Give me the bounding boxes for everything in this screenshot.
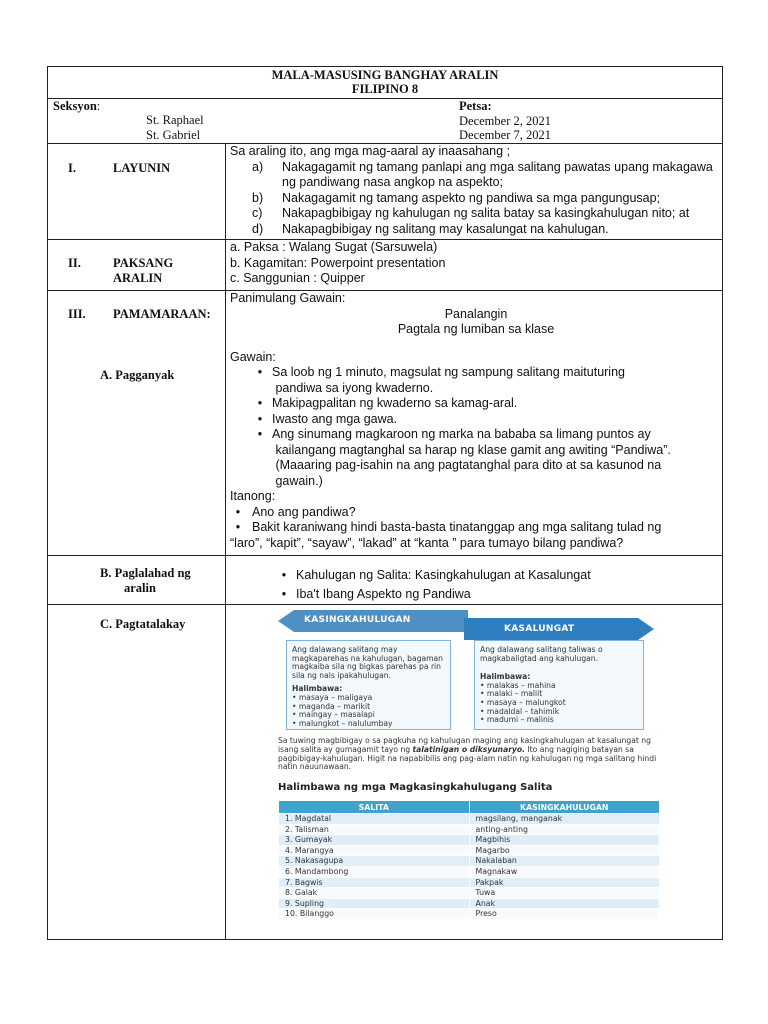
list-item: • Bakit karaniwang hindi basta-basta tinatanggap ang mga salitang tulad ng [235,520,662,534]
list-item: • Iba't Ibang Aspekto ng Pandiwa [272,585,722,604]
synonym-cell: Magbihis [469,835,660,846]
word-cell: 8. Galak [279,888,470,899]
synonym-cell: Pakpak [469,877,660,888]
synonym-cell: Magarbo [469,845,660,856]
table-row [279,898,660,909]
item-text: ng pandiwang nasa angkop na aspekto; [282,175,504,189]
panel-description: Ang dalawang salitang may magkaparehas na kahulugan, bagaman magkaiba sila ng bigkas parehas pa rin sila ng nais ipakahulugan. [292,645,443,680]
info-row [48,99,723,144]
list-item: • Sa loob ng 1 minuto, magsulat ng sampung salitang maituturing pandiwa sa iyong kwaderno. [257,365,625,395]
word-cell: 4. Marangya [279,845,470,856]
synonym-table-title: Halimbawa ng mga Magkasingkahulugang Salita [278,782,553,793]
item-text: Iwasto ang mga gawa. [272,411,398,426]
word-cell: 3. Gumayak [279,835,470,846]
layunin-row [48,144,723,240]
table-row [279,824,660,835]
panel-example-label: Halimbawa: [292,684,343,694]
note-text: Ito ang nagiging batayan sa pagbibigay-kahulugan. Higit na napabibilis ang pag-alam natin ng kahulugan ng mga salitang hindi natin nauunawaan. [278,744,657,772]
panel-example-label: Halimbawa: [480,672,531,682]
item-text: Sa loob ng 1 minuto, magsulat ng sampung salitang maituturing [272,365,625,379]
section-heading: ARALIN [113,271,163,285]
section-heading: PAKSANG [113,256,174,270]
table-row [279,835,660,846]
item-text: Nakapagbibigay ng salitang may kasalungat na kahulugan. [282,221,609,236]
item-text: Iba't Ibang Aspekto ng Pandiwa [296,587,471,601]
item-text: kailangang magtanghal sa harap ng klase gamit ang awiting “Pandiwa”. [275,442,671,457]
table-row [279,877,660,888]
synonym-cell: Nakalaban [469,856,660,867]
synonym-table-body [279,814,660,920]
opening-label: Panimulang Gawain: [230,291,346,305]
list-item: • Ang sinumang magkaroon ng marka na bababa sa limang puntos ay kailangang magtanghal sa harap ng klase gamit ang awiting “Pandiwa”. (Maaaring pag-isahin na ang pagtatanghal para dito at sa kasunod na gawain.) [257,427,671,488]
note-emphasis: talatinigan o diksyunaryo. [412,744,525,754]
item-marker: a) [252,159,264,174]
word-cell: 9. Supling [279,898,470,909]
subsection-heading: aralin [124,581,156,595]
section-number: I. [68,161,76,175]
date-value: December 2, 2021 [459,113,551,128]
pagtatalakay-row [48,605,723,940]
section-number: II. [68,256,81,270]
word-cell: 5. Nakasagupa [279,856,470,867]
table-row [279,888,660,899]
subsection-heading: C. Pagtatalakay [100,617,186,631]
list-item: • masaya – malungkot [480,697,566,707]
list-item: • Ano ang pandiwa? [235,504,356,519]
word-cell: 7. Bagwis [279,877,470,888]
section-heading: LAYUNIN [113,161,171,175]
list-item [230,191,722,207]
objectives-list [230,160,722,238]
question-continuation: “laro”, “kapit”, “sayaw”, “lakad” at “kanta ” para tumayo bilang pandiwa? [230,535,624,550]
synonym-cell: anting-anting [469,824,660,835]
list-item: • Kahulugan ng Salita: Kasingkahulugan at Kasalungat [272,566,722,585]
word-cell: 10. Bilanggo [279,909,470,920]
pamamaraan-row [48,291,723,556]
word-cell: 1. Magdatal [279,814,470,825]
topic-line: a. Paksa : Walang Sugat (Sarsuwela) [230,240,438,254]
attendance-text: Pagtala ng lumiban sa klase [397,322,555,336]
list-item: • madaldal – tahimik [480,706,560,716]
prayer-text: Panalangin [444,306,508,321]
list-item: • malakas – mahina [480,680,556,690]
subsection-heading: A. Pagganyak [100,368,175,382]
item-text: Nakagagamit ng tamang panlapi ang mga salitang pawatas upang makagawa [282,159,713,174]
column-header: KASINGKAHULUGAN [469,801,660,814]
item-text: (Maaaring pag-isahin na ang pagtatanghal para dito at sa kasunod na [275,458,662,472]
date-block [459,99,551,143]
item-text: Makipagpalitan ng kwaderno sa kamag-aral. [272,396,518,410]
word-cell: 6. Mandambong [279,866,470,877]
item-marker: c) [252,206,263,220]
document-title: MALA-MASUSING BANGHAY ARALIN [271,68,499,82]
table-row [279,909,660,920]
section-label: Seksyon [53,99,97,113]
section-number: III. [68,307,86,321]
arrow-label: KASALUNGAT [504,624,575,634]
item-text: pandiwa sa iyong kwaderno. [275,380,434,395]
section-name: St. Raphael [146,113,204,127]
synonym-cell: Tuwa [469,888,660,899]
objectives-intro: Sa araling ito, ang mga mag-aaral ay inaasahang ; [230,144,511,158]
activity-list [230,365,722,489]
item-text: Bakit karaniwang hindi basta-basta tinatanggap ang mga salitang tulad ng [252,520,662,534]
list-item: • maingay – masalapi [292,710,375,720]
item-text: Nakagagamit ng tamang aspekto ng pandiwa sa mga pangungusap; [282,190,661,205]
list-item [230,222,722,238]
arrow-label: KASINGKAHULUGAN [304,615,411,625]
list-item: • Iwasto ang mga gawa. [257,411,398,426]
title-row [48,67,723,99]
word-cell: 2. Talisman [279,824,470,835]
reference-line: c. Sanggunian : Quipper [230,271,365,285]
table-row [279,845,660,856]
synonym-cell: Preso [469,909,660,920]
lesson-slide-image [278,610,668,938]
synonym-cell: Anak [469,898,660,909]
subsection-heading: B. Paglalahad ng [100,566,191,580]
panel-description: Ang dalawang salitang taliwas o magkabaligtad ang kahulugan. [480,645,603,663]
date-value: December 7, 2021 [459,128,551,142]
list-item: • malaki – maliit [480,689,543,699]
column-header: SALITA [279,801,470,814]
item-text: Ang sinumang magkaroon ng marka na bababa sa limang puntos ay [272,427,651,441]
lesson-plan-table [47,66,723,940]
table-row [279,866,660,877]
table-header-row [279,801,660,814]
synonym-cell: Magnakaw [469,866,660,877]
list-item: • maganda – marikit [292,701,371,711]
document-subtitle: FILIPINO 8 [351,82,419,96]
activity-label: Gawain: [230,349,276,364]
note-text: Sa tuwing magbibigay o sa pagkuha ng kahulugan maging ang kasingkahulugan at kasalungat ng isang salita ay gumagamit tayo ng [278,736,651,754]
questions-label: Itanong: [230,489,276,503]
section-list [146,113,204,142]
lesson-plan-page [47,66,722,940]
section-name: St. Gabriel [146,127,201,142]
item-marker: b) [252,190,264,205]
item-text: Ano ang pandiwa? [252,504,356,519]
synonym-cell: magsilang, manganak [469,814,660,825]
table-row [279,856,660,867]
antonym-panel [474,640,644,730]
synonym-panel [286,640,451,730]
dictionary-note [278,737,664,772]
list-item [230,206,722,222]
list-item: • Makipagpalitan ng kwaderno sa kamag-aral. [257,396,518,410]
date-label: Petsa: [459,99,492,113]
panel-example-list [292,694,445,728]
item-text: Kahulugan ng Salita: Kasingkahulugan at Kasalungat [296,568,591,582]
table-row [279,814,660,825]
panel-example-list [480,682,638,725]
list-item: • masaya – maligaya [292,692,373,702]
list-item [230,160,722,191]
item-text: gawain.) [275,473,323,488]
item-marker: d) [252,221,264,236]
questions-list [230,505,722,536]
list-item: • malungkot – nalulumbay [292,718,393,728]
paglalahad-row [48,556,723,605]
presentation-list [226,556,722,604]
section-colon: : [96,99,101,113]
item-text: Nakapagbibigay ng kahulugan ng salita batay sa kasingkahulugan nito; at [282,206,690,220]
paksa-row [48,240,723,291]
list-item: • madumi – malinis [480,715,554,725]
materials-line: b. Kagamitan: Powerpoint presentation [230,255,446,270]
synonym-table [278,800,660,920]
section-heading: PAMAMARAAN: [113,307,211,321]
